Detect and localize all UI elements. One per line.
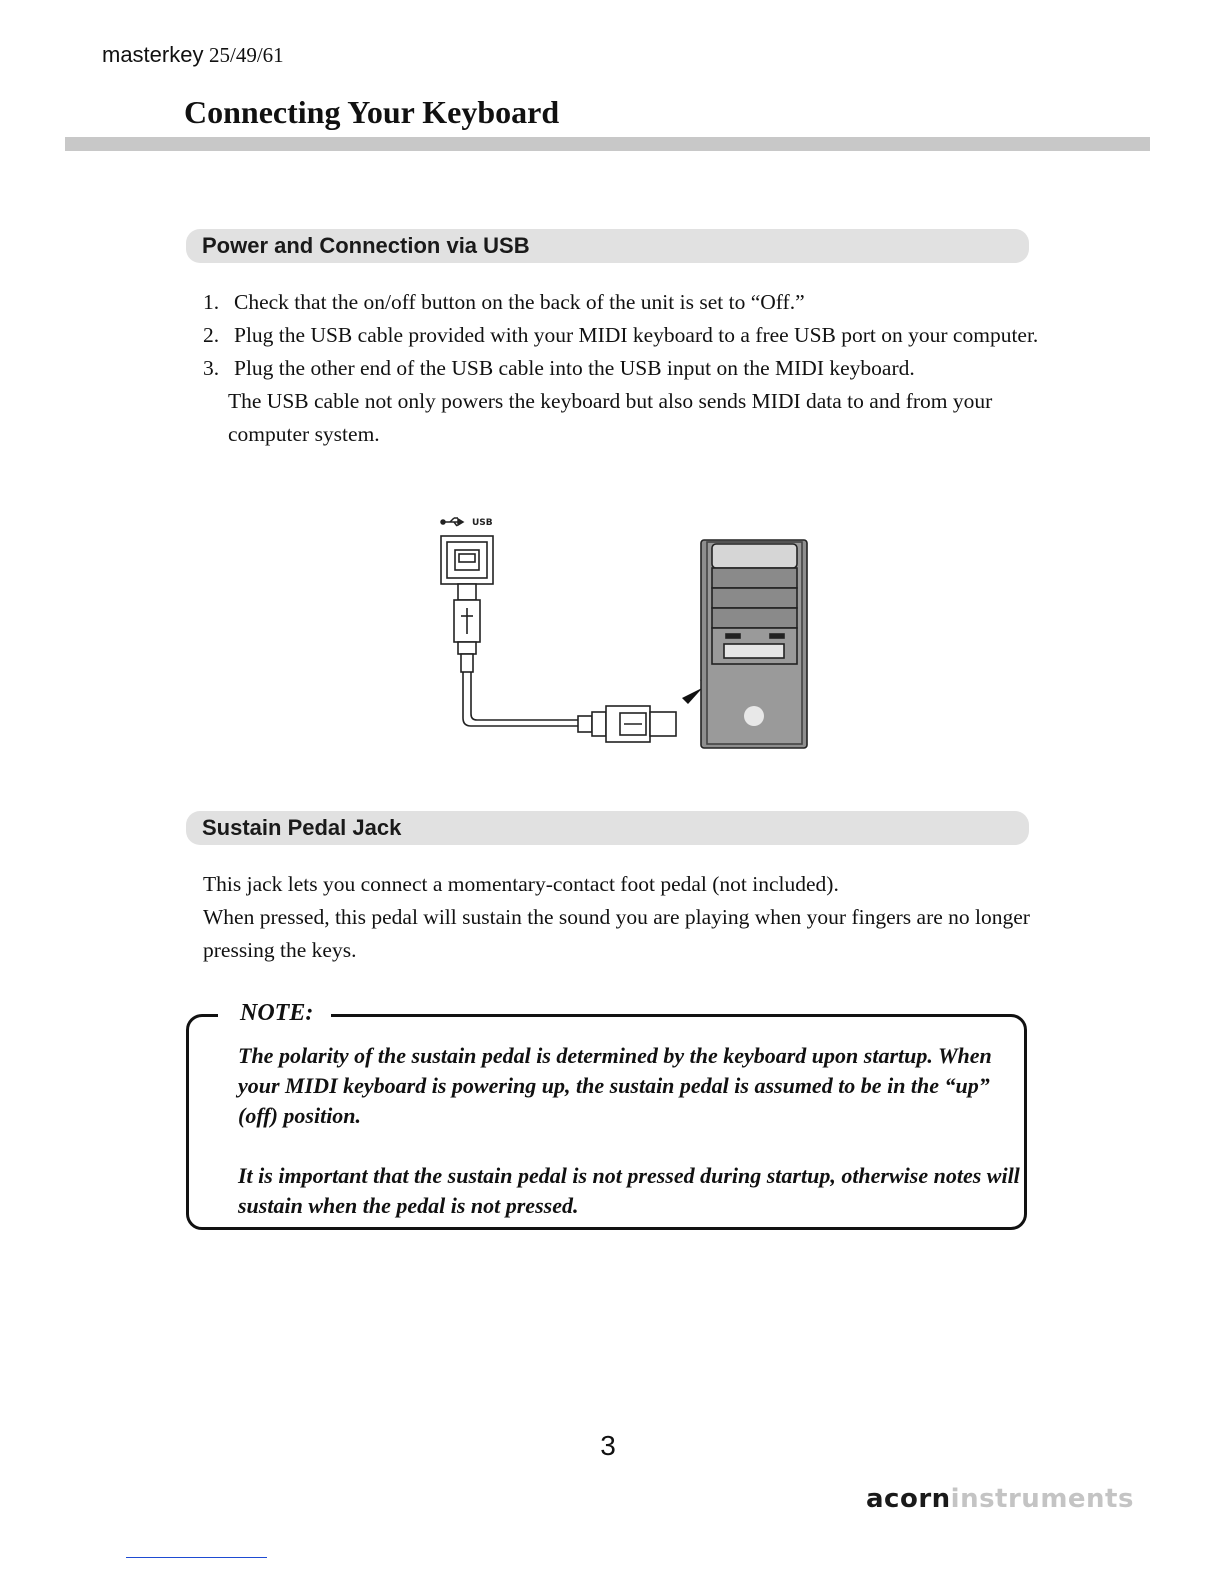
usb-follow-text: The USB cable not only powers the keyboard but also sends MIDI data to and from your computer system. xyxy=(228,389,993,446)
step-number: 1. xyxy=(203,290,220,314)
usb-cable xyxy=(463,672,580,726)
page-title: Connecting Your Keyboard xyxy=(184,94,560,130)
product-name: masterkey xyxy=(102,42,204,67)
acorn-instruments-logo xyxy=(866,1484,1134,1514)
product-header xyxy=(102,42,284,68)
section-heading-sustain-label: Sustain Pedal Jack xyxy=(202,815,402,840)
sustain-paragraph-1: This jack lets you connect a momentary-contact foot pedal (not included). xyxy=(203,872,839,896)
usb-a-plug xyxy=(578,706,676,742)
step-item xyxy=(203,352,1043,385)
section-heading-usb xyxy=(186,229,1029,263)
logo-part-2: instruments xyxy=(950,1484,1134,1514)
step-number: 3. xyxy=(203,356,220,380)
diagram-usb-label: USB xyxy=(472,518,493,528)
product-models: 25/49/61 xyxy=(208,43,284,67)
sustain-paragraph-2: When pressed, this pedal will sustain the sound you are playing when your fingers are no longer pressing the keys. xyxy=(203,905,1030,962)
step-item xyxy=(203,286,1043,319)
section-heading-usb-label: Power and Connection via USB xyxy=(202,233,530,258)
section-heading-sustain xyxy=(186,811,1029,845)
usb-connection-diagram xyxy=(430,508,810,753)
step-item xyxy=(203,319,1043,352)
step-text: Plug the USB cable provided with your MIDI keyboard to a free USB port on your computer. xyxy=(234,323,1039,347)
logo-part-1: acorn xyxy=(866,1484,951,1514)
computer-tower xyxy=(701,540,807,748)
note-title: NOTE: xyxy=(240,1000,314,1026)
usb-steps-list xyxy=(203,286,1043,451)
title-rule xyxy=(65,137,1150,151)
usb-b-plug xyxy=(454,584,480,672)
note-body xyxy=(238,1041,1028,1221)
note-paragraph-2: It is important that the sustain pedal is not pressed during startup, otherwise notes will sustain when the pedal is not pressed. xyxy=(238,1163,1020,1218)
footer-line xyxy=(126,1557,267,1558)
step-text: Check that the on/off button on the back of the unit is set to “Off.” xyxy=(234,290,805,314)
page-number: 3 xyxy=(600,1430,616,1461)
keyboard-usb-port xyxy=(441,536,493,584)
usb-symbol-icon xyxy=(441,518,463,526)
step-number: 2. xyxy=(203,323,220,347)
step-text: Plug the other end of the USB cable into the USB input on the MIDI keyboard. xyxy=(234,356,915,380)
note-paragraph-1: The polarity of the sustain pedal is determined by the keyboard upon startup. When your MIDI keyboard is powering up, the sustain pedal is assumed to be in the “up” (off) position. xyxy=(238,1043,992,1128)
sustain-description xyxy=(203,868,1033,967)
